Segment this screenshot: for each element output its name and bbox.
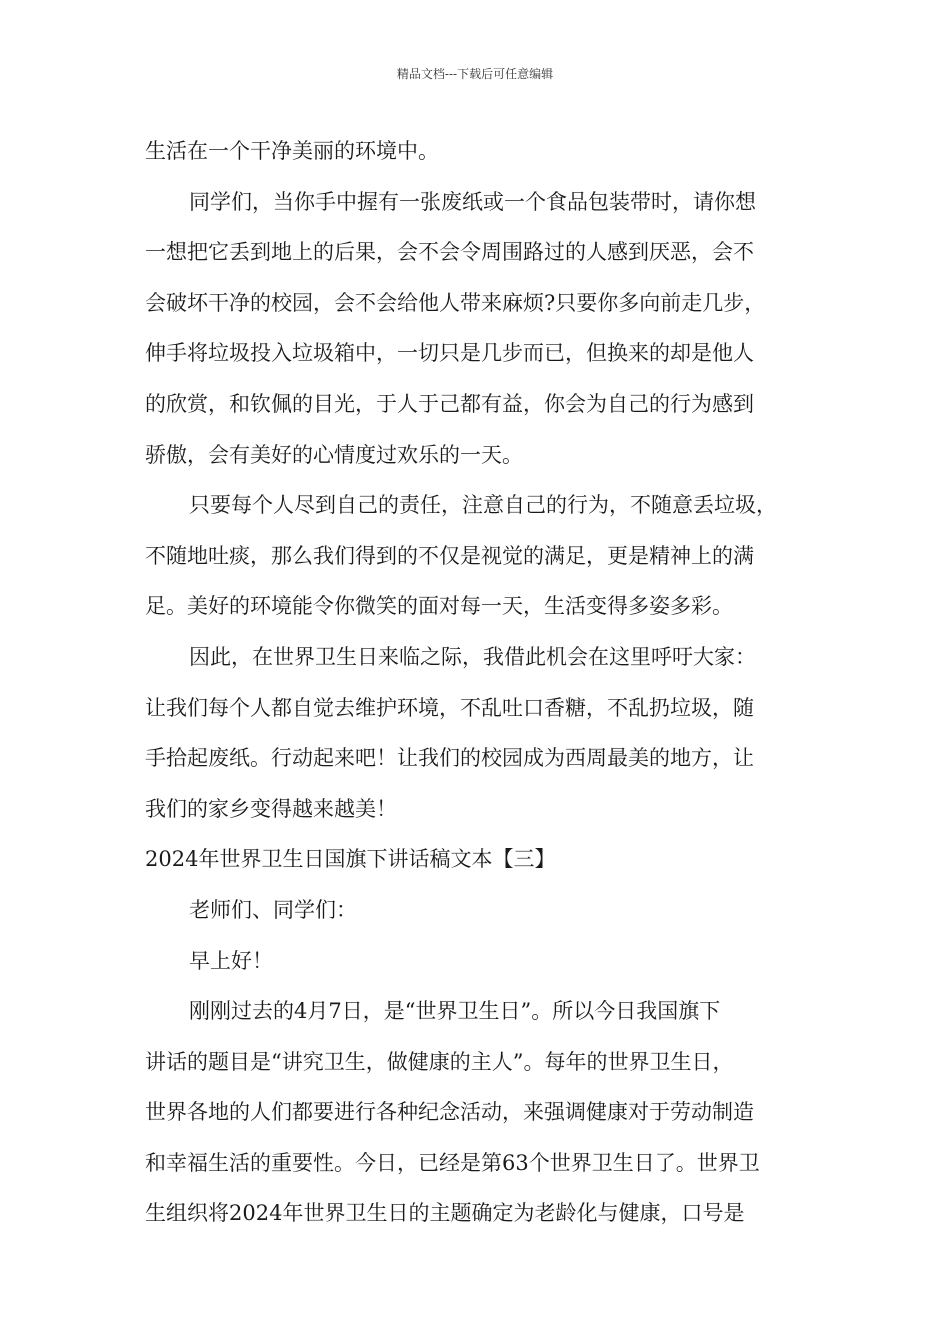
text-line: 不随地吐痰，那么我们得到的不仅是视觉的满足，更是精神上的满 (145, 543, 754, 568)
text-line: 生活在一个干净美丽的环境中。 (145, 139, 439, 163)
text-line: 的欣赏，和钦佩的目光，于人于己都有益，你会为自己的行为感到 (145, 391, 754, 416)
paragraph-start-line: 因此，在世界卫生日来临之际，我借此机会在这里呼吁大家： (189, 644, 756, 669)
text-line: 会破坏干净的校园，会不会给他人带来麻烦?只要你多向前走几步， (145, 290, 766, 315)
salutation-line: 老师们、同学们： (189, 897, 357, 922)
paragraph-start-line: 同学们，当你手中握有一张废纸或一个食品包装带时，请你想 (189, 189, 756, 214)
text-line: 和幸福生活的重要性。今日，已经是第63个世界卫生日了。世界卫 (145, 1150, 760, 1175)
text-line: 生组织将2024年世界卫生日的主题确定为老龄化与健康，口号是 (145, 1201, 745, 1226)
text-line: 一想把它丢到地上的后果，会不会令周围路过的人感到厌恶，会不 (145, 240, 754, 265)
paragraph-start-line: 只要每个人尽到自己的责任，注意自己的行为，不随意丢垃圾， (189, 493, 777, 518)
text-line: 让我们每个人都自觉去维护环境，不乱吐口香糖，不乱扔垃圾，随 (145, 695, 754, 720)
page-header: 精品文档---下载后可任意编辑 (396, 67, 554, 81)
document-body (145, 126, 810, 1239)
text-line: 世界各地的人们都要进行各种纪念活动，来强调健康对于劳动制造 (145, 1100, 754, 1125)
greeting-line: 早上好！ (189, 948, 273, 973)
text-line: 讲话的题目是“讲究卫生，做健康的主人”。每年的世界卫生日， (145, 1049, 734, 1074)
text-line: 骄傲，会有美好的心情度过欢乐的一天。 (145, 442, 523, 467)
section-title: 2024年世界卫生日国旗下讲话稿文本【三】 (145, 847, 556, 872)
text-line: 手拾起废纸。行动起来吧！让我们的校园成为西周最美的地方，让 (145, 746, 754, 771)
text-line: 我们的家乡变得越来越美！ (145, 796, 397, 821)
paragraph-start-line: 刚刚过去的4月7日，是“世界卫生日”。所以今日我国旗下 (189, 999, 721, 1024)
text-line: 足。美好的环境能令你微笑的面对每一天，生活变得多姿多彩。 (145, 594, 733, 619)
text-line: 伸手将垃圾投入垃圾箱中，一切只是几步而已，但换来的却是他人 (145, 341, 754, 366)
